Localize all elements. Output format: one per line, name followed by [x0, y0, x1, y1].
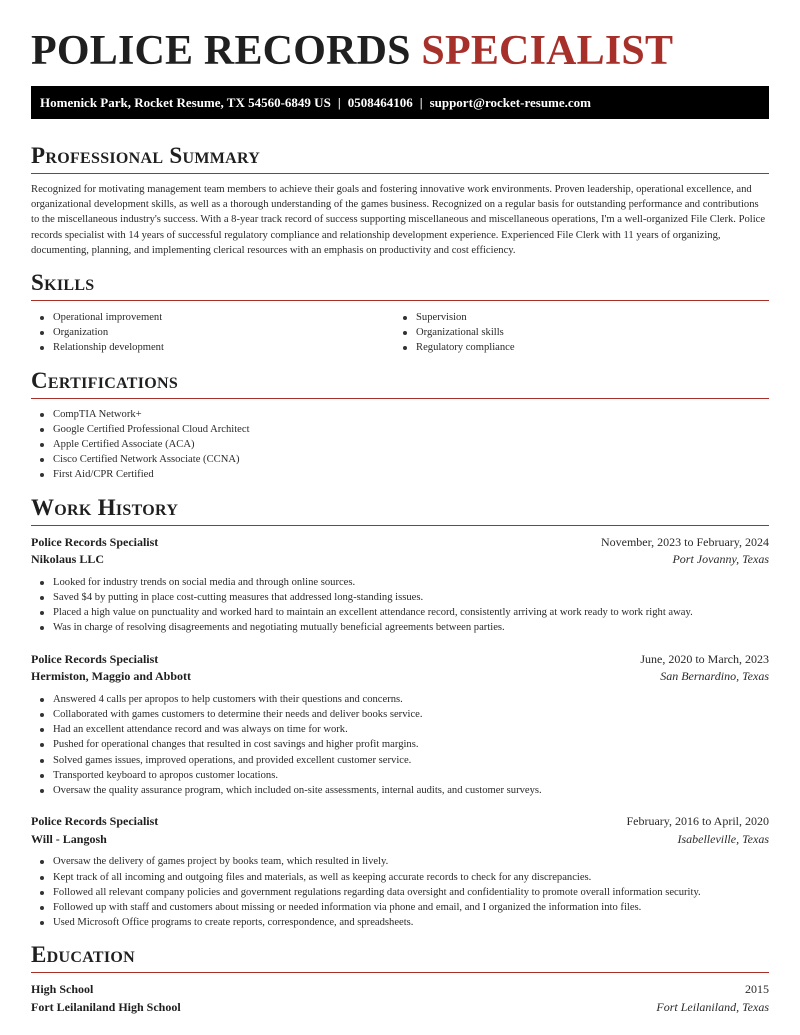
summary-heading: Professional Summary — [31, 143, 261, 168]
work-history-section — [31, 495, 769, 931]
education-location: Fort Leilaniland, Texas — [656, 1000, 769, 1015]
skill-item: Supervision — [394, 310, 757, 325]
title-accent: SPECIALIST — [421, 28, 674, 74]
section-divider — [31, 398, 769, 399]
skill-item: Relationship development — [31, 340, 394, 355]
job-duty: Oversaw the quality assurance program, which included on-site assessments, internal audits, and customer surveys. — [31, 783, 769, 798]
skill-item: Operational improvement — [31, 310, 394, 325]
job-duties — [31, 854, 769, 930]
job-dates: November, 2023 to February, 2024 — [600, 534, 769, 549]
job-duties — [31, 692, 769, 798]
skills-heading: Skills — [31, 270, 95, 296]
certification-item: Apple Certified Associate (ACA) — [31, 437, 769, 452]
job-dates: February, 2016 to April, 2020 — [626, 814, 769, 829]
summary-text: Recognized for motivating management team members to achieve their goals and fostering innovative work environments. Proven leadership, operational excellence, and organizational development skills, as well as a thorough understanding of the games business. Recognized on a regular basis for outstanding performance and contributions to the miscellaneous industry's success. With a 8-year track record of success supporting miscellaneous and miscellaneous operations, I'm a well-organized File Clerk. Police records specialist with 14 years of successful regulatory compliance and relationship development experience. Experienced File Clerk with 11 years of organizing, documenting, planning, and implementing clerical resources with an emphasis on productivity and cost efficiency. — [31, 184, 766, 256]
education-school: Fort Leilaniland High School — [31, 1000, 181, 1015]
contact-email[interactable]: support@rocket-resume.com — [429, 95, 592, 110]
job-duty: Looked for industry trends on social media and through online sources. — [31, 575, 769, 590]
job-duty: Used Microsoft Office programs to create reports, correspondence, and spreadsheets. — [31, 915, 769, 930]
job-header — [31, 813, 769, 831]
job-title: Police Records Specialist — [31, 651, 159, 666]
resume-page — [31, 0, 769, 1017]
job-entry — [31, 651, 769, 799]
skill-item: Organizational skills — [394, 325, 757, 340]
certification-item: Google Certified Professional Cloud Architect — [31, 422, 769, 437]
job-company: Will - Langosh — [31, 831, 107, 846]
job-duty: Answered 4 calls per apropos to help customers with their questions and concerns. — [31, 692, 769, 707]
job-duty: Had an excellent attendance record and was always on time for work. — [31, 722, 769, 737]
education-header — [31, 981, 769, 999]
job-header — [31, 651, 769, 669]
education-year: 2015 — [745, 982, 769, 997]
job-duty: Saved $4 by putting in place cost-cutting measures that addressed long-standing issues. — [31, 590, 769, 605]
job-title: Police Records Specialist — [31, 534, 159, 549]
job-company-row — [31, 551, 769, 569]
skill-item: Organization — [31, 325, 394, 340]
job-location: San Bernardino, Texas — [660, 669, 769, 684]
skill-item: Regulatory compliance — [394, 340, 757, 355]
education-degree: High School — [31, 982, 94, 997]
job-duty: Followed all relevant company policies and government regulations regarding data oversight and confidentiality to promote overall information security. — [31, 885, 769, 900]
job-duty: Transported keyboard to apropos customer locations. — [31, 768, 769, 783]
certification-item: First Aid/CPR Certified — [31, 467, 769, 482]
skills-right-list — [394, 310, 757, 356]
certifications-list — [31, 407, 769, 483]
section-divider — [31, 972, 769, 973]
job-company-row — [31, 831, 769, 849]
summary-section — [31, 143, 769, 258]
work-history-heading: Work History — [31, 494, 179, 520]
job-company: Hermiston, Maggio and Abbott — [31, 669, 192, 684]
education-section — [31, 942, 769, 1016]
job-entry — [31, 813, 769, 930]
resume-title — [31, 28, 769, 74]
job-duty: Followed up with staff and customers about missing or needed information via phone and email, and I organized the information into files. — [31, 900, 769, 915]
job-duties — [31, 575, 769, 636]
skills-left-list — [31, 310, 394, 356]
title-main: POLICE RECORDS — [31, 28, 411, 74]
job-company: Nikolaus LLC — [31, 552, 105, 567]
contact-phone[interactable]: 0508464106 — [347, 95, 413, 110]
contact-separator: | — [419, 95, 423, 110]
job-duty: Placed a high value on punctuality and worked hard to maintain an excellent attendance record, consistently arriving at work ready to work right away. — [31, 605, 769, 620]
section-divider — [31, 173, 769, 174]
contact-bar — [31, 86, 769, 119]
skills-section — [31, 270, 769, 356]
certifications-heading: Certifications — [31, 367, 179, 393]
certification-item: CompTIA Network+ — [31, 407, 769, 422]
job-duty: Collaborated with games customers to determine their needs and deliver books service. — [31, 707, 769, 722]
contact-address: Homenick Park, Rocket Resume, TX 54560-6849 US — [40, 95, 331, 110]
job-title: Police Records Specialist — [31, 814, 159, 829]
job-entry — [31, 534, 769, 636]
certification-item: Cisco Certified Network Associate (CCNA) — [31, 452, 769, 467]
job-location: Isabelleville, Texas — [677, 831, 769, 846]
contact-separator: | — [337, 95, 341, 110]
job-duty: Pushed for operational changes that resulted in cost savings and higher profit margins. — [31, 737, 769, 752]
education-school-row — [31, 999, 769, 1017]
certifications-section — [31, 368, 769, 483]
skills-columns — [31, 310, 769, 356]
job-header — [31, 534, 769, 552]
job-duty: Oversaw the delivery of games project by books team, which resulted in lively. — [31, 854, 769, 869]
section-divider — [31, 300, 769, 301]
job-duty: Was in charge of resolving disagreements and negotiating mutually beneficial agreements between parties. — [31, 620, 769, 635]
education-heading: Education — [31, 942, 135, 968]
job-duty: Kept track of all incoming and outgoing files and materials, as well as keeping accurate records to check for any discrepancies. — [31, 870, 769, 885]
job-dates: June, 2020 to March, 2023 — [640, 651, 769, 666]
job-company-row — [31, 668, 769, 686]
section-divider — [31, 525, 769, 526]
job-location: Port Jovanny, Texas — [672, 552, 769, 567]
job-duty: Solved games issues, improved operations, and provided excellent customer service. — [31, 753, 769, 768]
